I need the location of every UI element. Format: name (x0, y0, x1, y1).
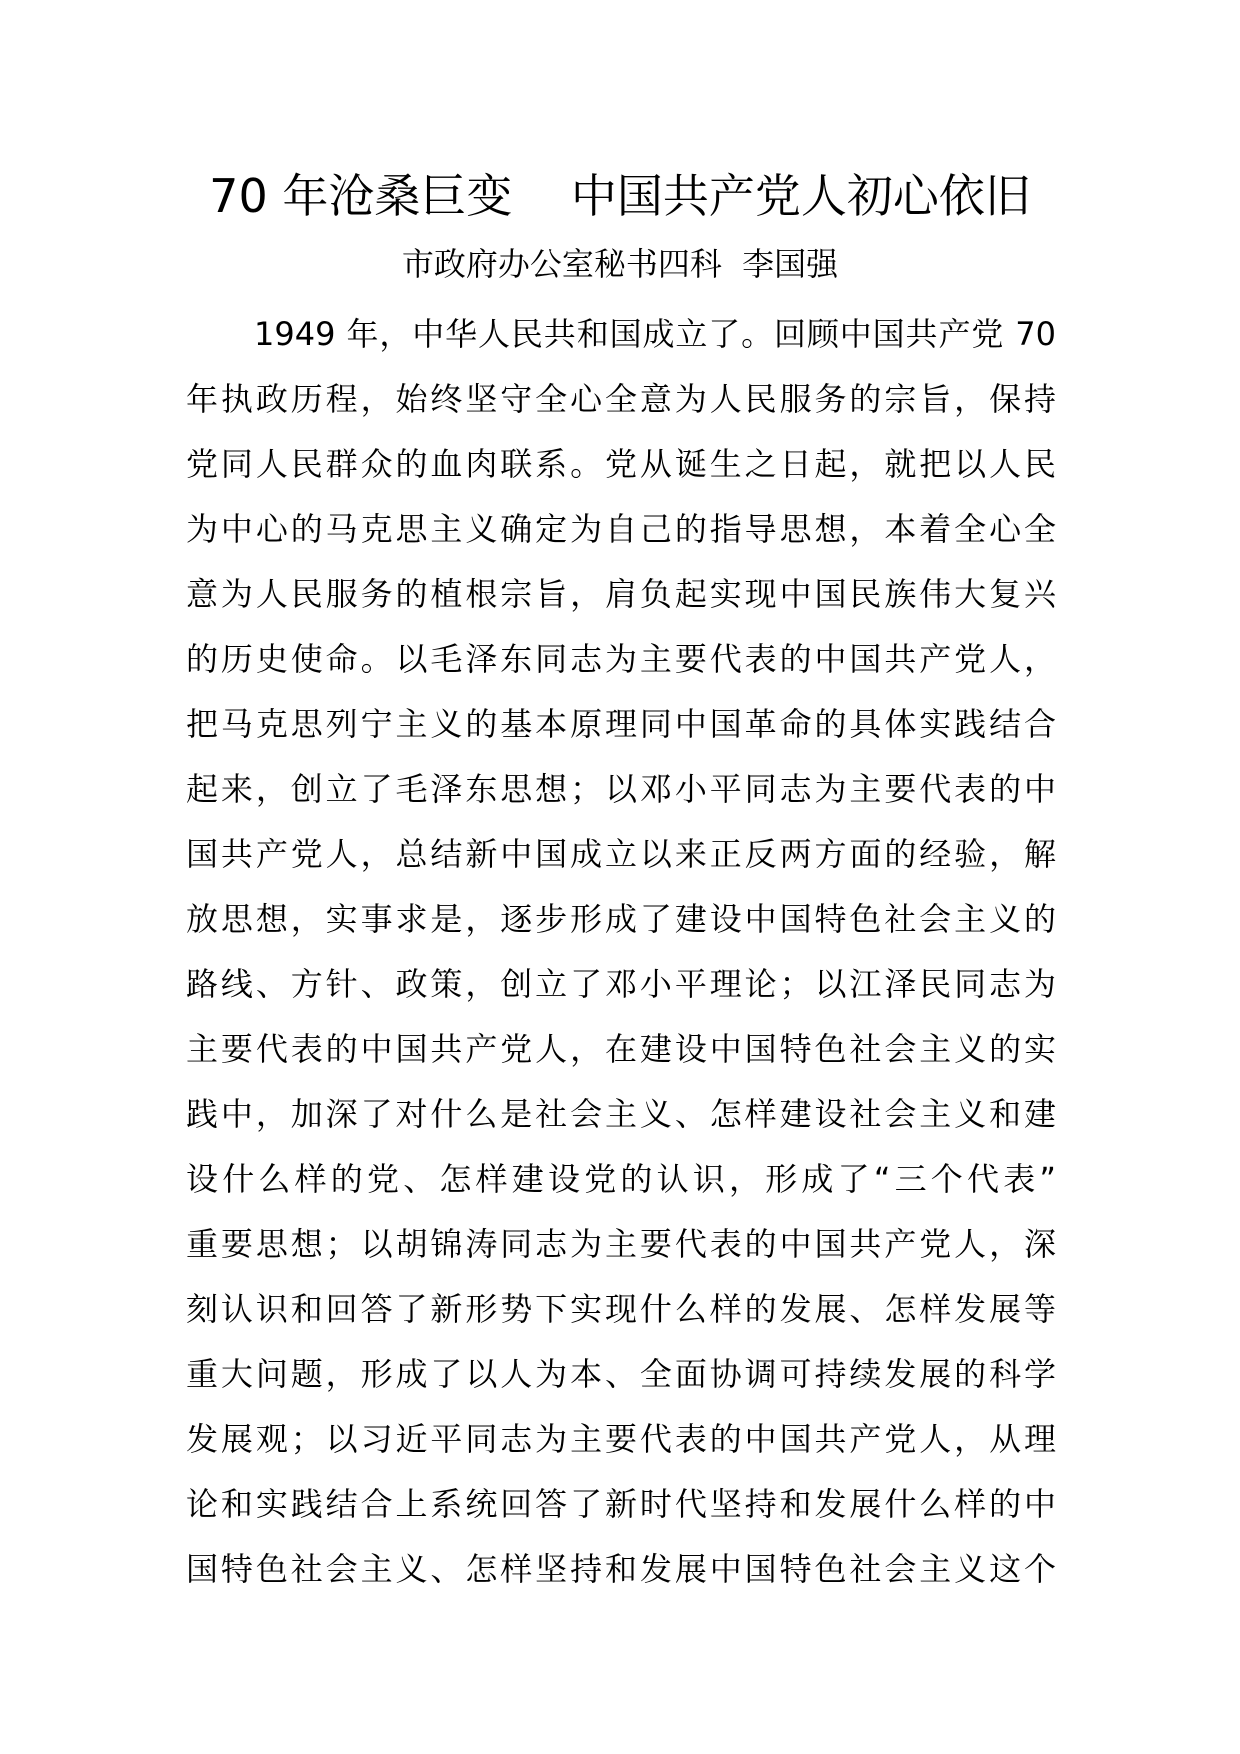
paragraph-line: 为中心的马克思主义确定为自己的指导思想，本着全心全 (186, 510, 1056, 548)
paragraph-line: 意为人民服务的植根宗旨，肩负起实现中国民族伟大复兴 (186, 575, 1056, 613)
paragraph-line: 刻认识和回答了新形势下实现什么样的发展、怎样发展等 (186, 1290, 1056, 1328)
paragraph-line: 放思想，实事求是，逐步形成了建设中国特色社会主义的 (186, 900, 1056, 938)
paragraph-line: 设什么样的党、怎样建设党的认识，形成了“三个代表” (186, 1160, 1056, 1198)
paragraph-line: 发展观；以习近平同志为主要代表的中国共产党人，从理 (186, 1420, 1056, 1458)
paragraph-line: 路线、方针、政策，创立了邓小平理论；以江泽民同志为 (186, 965, 1056, 1003)
author-line: 市政府办公室秘书四科 李国强 (401, 245, 839, 283)
paragraph-line: 重要思想；以胡锦涛同志为主要代表的中国共产党人，深 (186, 1225, 1056, 1263)
paragraph-line: 重大问题，形成了以人为本、全面协调可持续发展的科学 (186, 1355, 1056, 1393)
paragraph-line: 党同人民群众的血肉联系。党从诞生之日起，就把以人民 (186, 445, 1056, 483)
paragraph-line: 国共产党人，总结新中国成立以来正反两方面的经验，解 (186, 835, 1056, 873)
paragraph-line: 践中，加深了对什么是社会主义、怎样建设社会主义和建 (186, 1095, 1056, 1133)
paragraph-line: 国特色社会主义、怎样坚持和发展中国特色社会主义这个 (186, 1550, 1056, 1588)
paragraph-line: 把马克思列宁主义的基本原理同中国革命的具体实践结合 (186, 705, 1056, 743)
paragraph-line: 1949 年，中华人民共和国成立了。回顾中国共产党 70 (254, 315, 1056, 353)
paragraph-line: 起来，创立了毛泽东思想；以邓小平同志为主要代表的中 (186, 770, 1056, 808)
paragraph-line: 年执政历程，始终坚守全心全意为人民服务的宗旨，保持 (186, 380, 1056, 418)
document-title: 70 年沧桑巨变 中国共产党人初心依旧 (209, 169, 1031, 223)
paragraph-line: 的历史使命。以毛泽东同志为主要代表的中国共产党人， (186, 640, 1056, 678)
paragraph-line: 论和实践结合上系统回答了新时代坚持和发展什么样的中 (186, 1485, 1056, 1523)
paragraph-line: 主要代表的中国共产党人，在建设中国特色社会主义的实 (186, 1030, 1056, 1068)
body-paragraph (186, 302, 1056, 1602)
